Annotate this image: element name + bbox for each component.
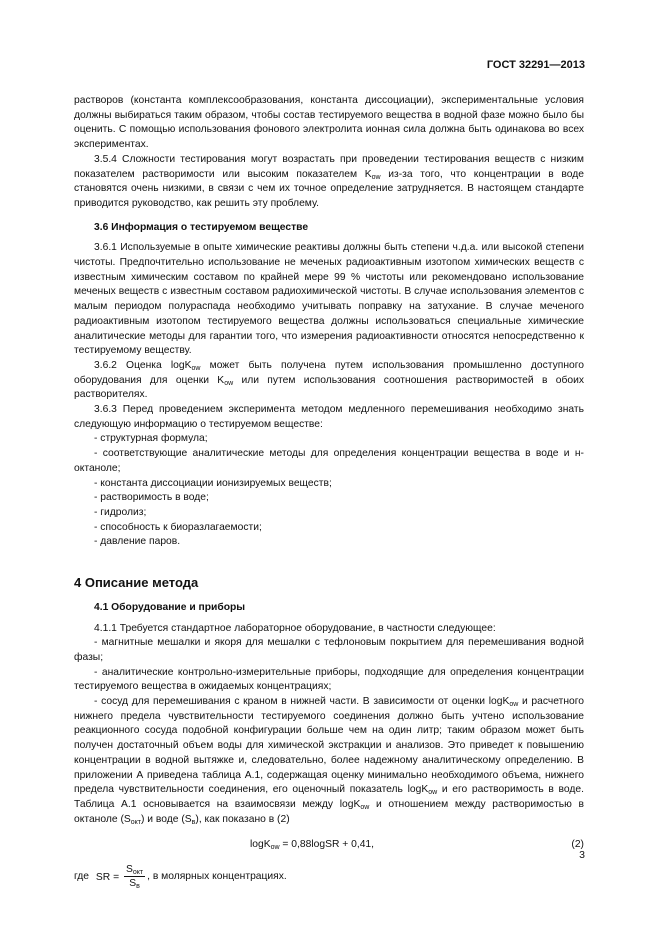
list-item: - гидролиз; — [94, 506, 147, 518]
equation-number: (2) — [571, 839, 584, 851]
page-body — [74, 94, 584, 903]
list-item: - соответствующие аналитические методы для определения концентрации вещества в воде и н-октаноле; — [74, 448, 584, 474]
paragraph-intro: растворов (константа комплексообразования, константа диссоциации), экспериментальные условия должны выбираться таким образом, чтобы состав тестируемого вещества в водной фазе можно было бы оценить. С помощью использования фонового электролита ионная сила должна быть одинакова во всех экспериментах. — [74, 95, 584, 151]
heading-3-6: 3.6 Информация о тестируемом веществе — [94, 221, 309, 233]
paragraph-4-1-1: 4.1.1 Требуется стандартное лабораторное оборудование, в частности следующее: — [94, 622, 496, 634]
list-item: - растворимость в воде; — [94, 492, 209, 504]
paragraph-3-6-3: 3.6.3 Перед проведением эксперимента методом медленного перемешивания необходимо знать следующую информацию о тестируемом веществе: — [74, 404, 584, 430]
paragraph-3-6-1: 3.6.1 Используемые в опыте химические реактивы должны быть степени ч.д.а. или высокой степени чистоты. Предпочтительно использование не меченых радиоактивным изотопом химических веществ с известным химическим составом по крайней мере 99 % чистоты или рекомендовано использование меченых веществ с известным составом радиохимической чистоты. В случае использования элементов с малым периодом полураспада необходимо учитывать поправку на затухание. В случае меченого радиоактивным изотопом тестируемого вещества должны использоваться специальные химические аналитические методы для гарантии того, что измерения радиоактивности относятся непосредственно к тестируемому веществу. — [74, 242, 584, 357]
list-item: - способность к биоразлагаемости; — [94, 521, 262, 533]
page-number: 3 — [579, 849, 585, 861]
standard-number: ГОСТ 32291—2013 — [486, 59, 585, 71]
list-item: - сосуд для перемешивания с краном в нижней части. В зависимости от оценки logK$_{ow}$ и расчетного нижнего предела чувствительности тестируемого соединения должно быть учтено использование реакционного сосуда подобной конфигурации больше чем на один литр; таким образом может быть получен достаточный объем воды для химической экстракции и анализов. Это приведет к повышению концентрации в водной вытяжке и, следовательно, более надежному аналитическому определению. В приложении А приведена таблица А.1, содержащая оценку минимально необходимого объема, нижнего предела чувствительности соединения, его оценочный показатель logK$_{ow}$ и его растворимость в воде. Таблица А.1 основывается на взаимосвязи между logK$_{ow}$ и отношением между растворимостью в октаноле $(S_{окт})$ и воде $(S_в)$, как показано в (2) — [74, 696, 585, 826]
heading-4: 4 Описание метода — [74, 575, 199, 591]
list-item: - аналитические контрольно-измерительные приборы, подходящие для определения концентрации тестируемого вещества в ожидаемых концентрациях; — [74, 666, 584, 693]
list-item: - давление паров. — [94, 536, 181, 548]
paragraph-3-6-2: 3.6.2 Оценка logK$_{ow}$ может быть получена путем использования промышленно доступного оборудования для оценки $K_{ow}$ или путем использования соотношения растворимостей в обоих растворителях. — [74, 359, 584, 401]
paragraph-3-5-4: 3.5.4 Сложности тестирования могут возрастать при проведении тестирования веществ с низким показателем растворимости или высоким показателем $K_{ow}$ из-за того, что концентрации в воде становятся очень низкими, в связи с чем их точное определение затрудняется. В настоящем стандарте приводится руководство, как решить эту проблему. — [74, 153, 584, 209]
list-item: - магнитные мешалки и якоря для мешалки с тефлоновым покрытием для перемешивания водной фазы; — [74, 637, 584, 663]
list-item: - структурная формула; — [94, 433, 208, 445]
equation-formula: logK$_{ow}$ = 0,88logSR + 0,41, — [250, 839, 375, 852]
equation-explanation: где SR = $\frac{S_{окт}}{S_в}$ , в молярных концентрациях. — [74, 864, 287, 891]
equation-2 — [74, 835, 584, 855]
list-item: - константа диссоциации ионизируемых веществ; — [94, 477, 332, 489]
fraction: $\frac{S_{окт}}{S_в}$ — [125, 864, 144, 891]
heading-4-1: 4.1 Оборудование и приборы — [94, 601, 246, 613]
